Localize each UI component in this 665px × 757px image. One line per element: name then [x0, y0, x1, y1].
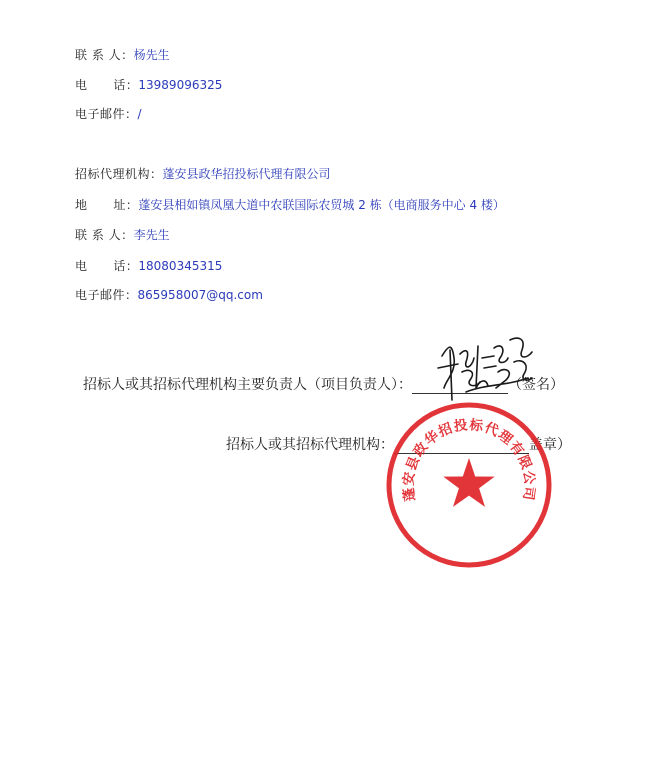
institution-label: 招标人或其招标代理机构： — [226, 437, 394, 453]
agency-contact-label: 联 系 人： — [75, 228, 134, 242]
star-icon — [443, 458, 494, 507]
tenderer-email-line — [75, 106, 142, 122]
official-seal — [384, 400, 554, 570]
handwritten-signature — [436, 328, 536, 408]
institution-suffix: 盖章） — [529, 437, 571, 453]
agency-email-label: 电子邮件： — [75, 288, 138, 302]
email-value: / — [137, 107, 142, 121]
agency-email-line — [75, 287, 263, 303]
email-label: 电子邮件： — [75, 107, 138, 121]
contact-value: 杨先生 — [133, 48, 170, 62]
agency-address-line — [75, 197, 505, 213]
agency-name-value: 蓬安县政华招投标代理有限公司 — [162, 167, 331, 181]
phone-label: 电 话： — [75, 78, 139, 92]
phone-value: 13989096325 — [138, 78, 223, 92]
agency-email-value: 865958007@qq.com — [137, 288, 263, 302]
tenderer-phone-line — [75, 77, 222, 93]
agency-phone-line — [75, 258, 222, 274]
principal-label: 招标人或其招标代理机构主要负责人（项目负责人）： — [83, 377, 412, 393]
agency-name-line — [75, 166, 331, 182]
tenderer-contact-line — [75, 47, 170, 63]
agency-phone-value: 18080345315 — [138, 259, 223, 273]
seal-text: 蓬安县政华招投标代理有限公司 — [400, 417, 538, 503]
agency-contact-line — [75, 227, 170, 243]
agency-address-value: 蓬安县相如镇凤凰大道中农联国际农贸城 2 栋（电商服务中心 4 楼） — [138, 198, 505, 212]
agency-address-label: 地 址： — [75, 198, 139, 212]
contact-label: 联 系 人： — [75, 48, 134, 62]
principal-suffix: （签名） — [508, 377, 564, 393]
agency-name-label: 招标代理机构： — [75, 167, 163, 181]
agency-contact-value: 李先生 — [133, 228, 170, 242]
agency-phone-label: 电 话： — [75, 259, 139, 273]
